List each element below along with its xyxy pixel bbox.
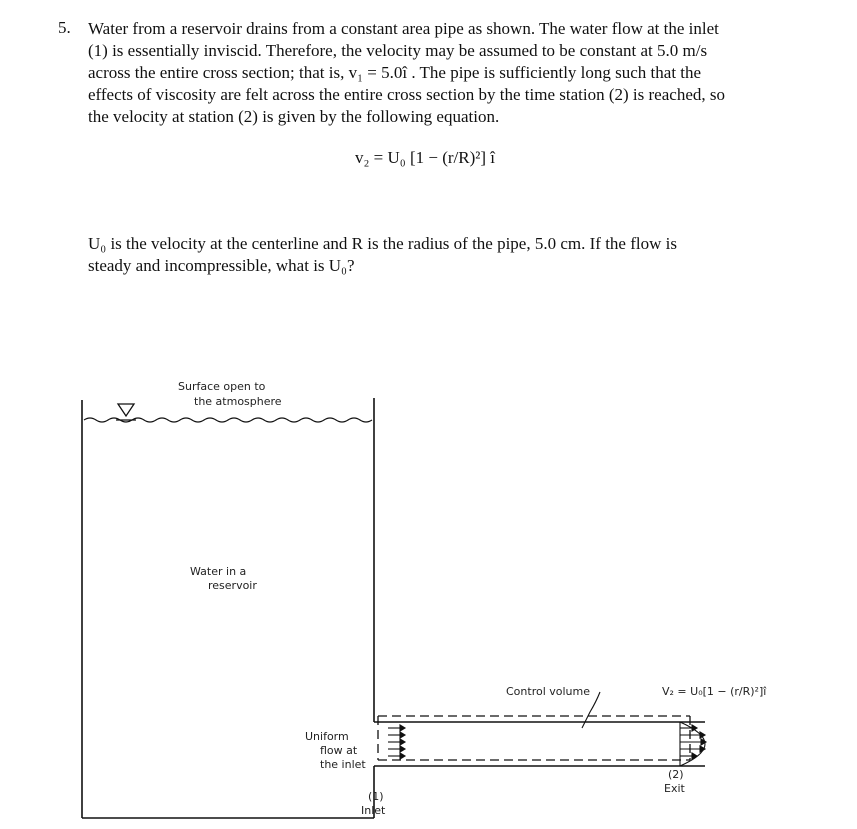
problem-line: Water from a reservoir drains from a constant area pipe as shown. The water flow at the inlet (88, 19, 719, 38)
problem-line: across the entire cross section; that is, v₁ = 5.0î . The pipe is sufficiently long such that the (88, 63, 702, 82)
inlet-flow-label-line: Uniform (305, 730, 349, 743)
exit-station-number: (2) (668, 768, 684, 781)
exit-station-label: Exit (664, 782, 685, 795)
problem-line: effects of viscosity are felt across the entire cross section by the time station (2) is reached, so (88, 85, 725, 104)
velocity-equation: v₂ = U₀ [1 − (r/R)²] î (355, 148, 495, 167)
inlet-flow-label-line: flow at (320, 744, 358, 757)
inlet-velocity-arrows (388, 725, 405, 759)
inlet-station-number: (1) (368, 790, 384, 803)
problem-line: (1) is essentially inviscid. Therefore, the velocity may be assumed to be constant at 5.0 m/s (88, 41, 708, 60)
question-line: U₀ is the velocity at the centerline and R is the radius of the pipe, 5.0 cm. If the flow is (88, 234, 677, 253)
reservoir-pipe-diagram (0, 370, 857, 829)
problem-line: the velocity at station (2) is given by the following equation. (88, 107, 500, 126)
problem-text (88, 18, 828, 128)
problem-question (88, 233, 828, 277)
inlet-flow-label-line: the inlet (320, 758, 366, 771)
exit-velocity-equation: V₂ = U₀[1 − (r/R)²]î (662, 685, 767, 698)
surface-label-line: Surface open to (178, 380, 266, 393)
free-surface-marker-icon (116, 404, 136, 420)
reservoir-label-line: reservoir (208, 579, 257, 592)
surface-label-line: the atmosphere (194, 395, 282, 408)
problem-number: 5. (58, 18, 71, 37)
question-line: steady and incompressible, what is U₀? (88, 256, 355, 275)
reservoir-label-line: Water in a (190, 565, 247, 578)
exit-velocity-profile (680, 722, 706, 766)
control-volume-label: Control volume (506, 685, 591, 698)
inlet-station-label: Inlet (361, 804, 386, 817)
